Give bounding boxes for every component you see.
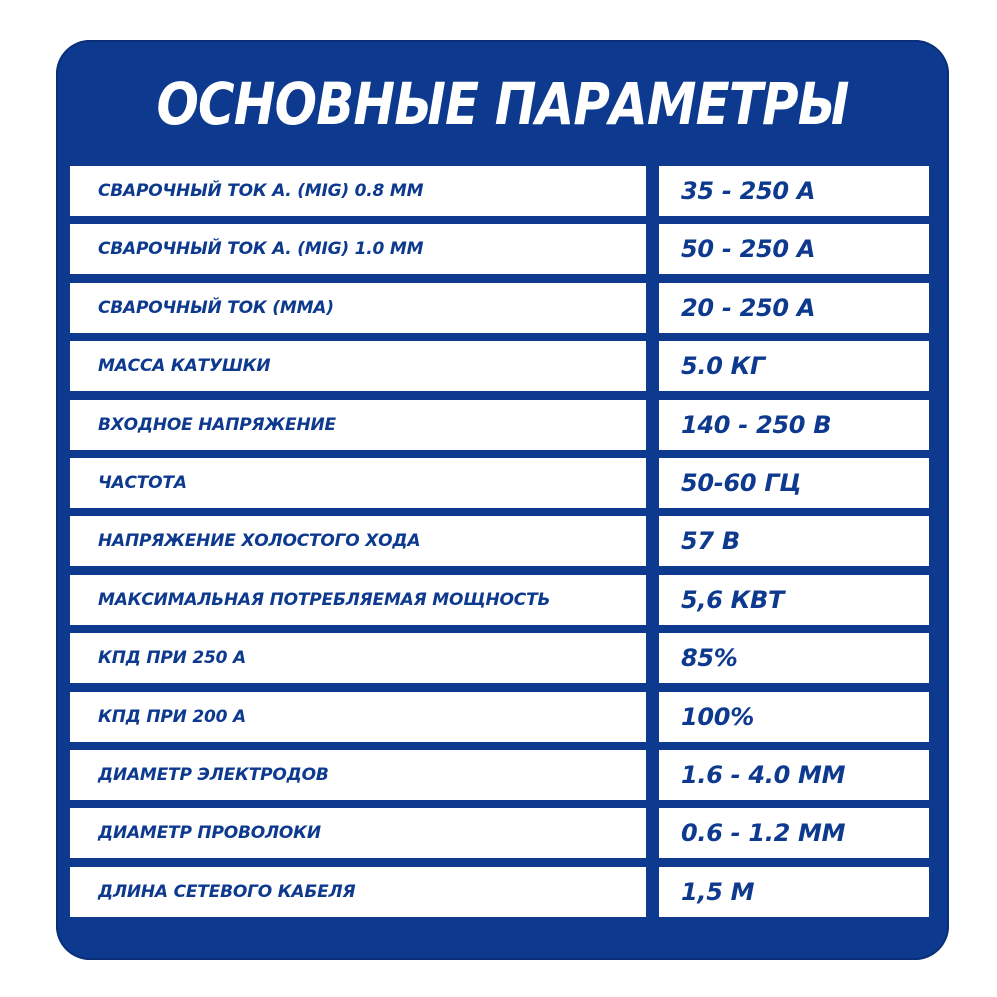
- parameter-value: 50-60 ГЦ: [659, 458, 929, 508]
- parameter-value: 0.6 - 1.2 ММ: [659, 808, 929, 858]
- parameters-card: [56, 40, 949, 960]
- parameter-label: СВАРОЧНЫЙ ТОК (ММА): [70, 283, 646, 333]
- parameter-value: 35 - 250 А: [659, 166, 929, 216]
- parameter-label: ВХОДНОЕ НАПРЯЖЕНИЕ: [70, 400, 646, 450]
- parameter-value: 20 - 250 А: [659, 283, 929, 333]
- parameter-value: 57 В: [659, 516, 929, 566]
- table-row: [70, 337, 929, 395]
- table-row: [70, 396, 929, 454]
- parameter-label: ЧАСТОТА: [70, 458, 646, 508]
- table-row: [70, 571, 929, 629]
- table-row: [70, 804, 929, 862]
- parameter-label: ДИАМЕТР ПРОВОЛОКИ: [70, 808, 646, 858]
- parameter-label: МАКСИМАЛЬНАЯ ПОТРЕБЛЯЕМАЯ МОЩНОСТЬ: [70, 575, 646, 625]
- table-row: [70, 454, 929, 512]
- table-row: [70, 688, 929, 746]
- parameter-value: 50 - 250 А: [659, 224, 929, 274]
- parameter-value: 85%: [659, 633, 929, 683]
- page-title: ОСНОВНЫЕ ПАРАМЕТРЫ: [156, 70, 849, 138]
- table-row: [70, 162, 929, 220]
- parameter-label: НАПРЯЖЕНИЕ ХОЛОСТОГО ХОДА: [70, 516, 646, 566]
- parameter-label: ДЛИНА СЕТЕВОГО КАБЕЛЯ: [70, 867, 646, 917]
- table-row: [70, 863, 929, 921]
- parameter-value: 5,6 КВТ: [659, 575, 929, 625]
- parameter-label: СВАРОЧНЫЙ ТОК А. (MIG) 0.8 ММ: [70, 166, 646, 216]
- parameter-label: КПД ПРИ 200 А: [70, 692, 646, 742]
- table-row: [70, 279, 929, 337]
- table-row: [70, 512, 929, 570]
- parameter-label: МАССА КАТУШКИ: [70, 341, 646, 391]
- parameter-value: 1,5 М: [659, 867, 929, 917]
- parameters-table: [70, 162, 929, 921]
- table-row: [70, 629, 929, 687]
- parameter-value: 100%: [659, 692, 929, 742]
- parameter-value: 5.0 КГ: [659, 341, 929, 391]
- parameter-label: СВАРОЧНЫЙ ТОК А. (MIG) 1.0 ММ: [70, 224, 646, 274]
- parameter-value: 140 - 250 В: [659, 400, 929, 450]
- table-row: [70, 746, 929, 804]
- parameter-label: КПД ПРИ 250 А: [70, 633, 646, 683]
- table-row: [70, 220, 929, 278]
- parameter-value: 1.6 - 4.0 ММ: [659, 750, 929, 800]
- parameter-label: ДИАМЕТР ЭЛЕКТРОДОВ: [70, 750, 646, 800]
